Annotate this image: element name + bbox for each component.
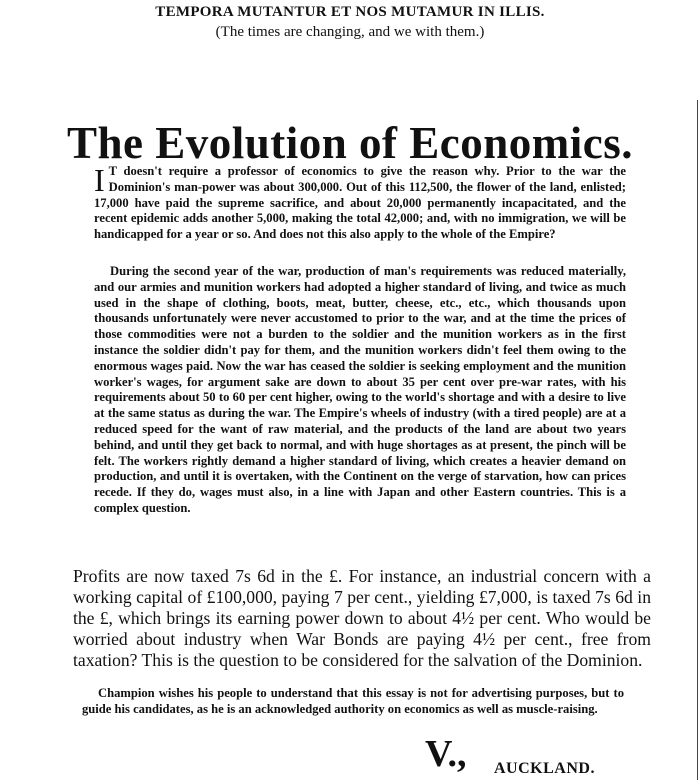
paragraph-profits-tax: Profits are now taxed 7s 6d in the £. For instance, an industrial concern with a working capital of £100,000, paying 7 per cent., yielding £7,000, is taxed 7s 6d in the £, which brings its earning power down to about 4½ per cent. Who would be worried about industry when War Bonds are paying 4½ per cent., free from taxation? This is the question to be considered for the salvation of the Dominion. [73, 566, 651, 670]
paragraph-intro-text: T doesn't require a professor of economics to give the reason why. Prior to the war the Dominion's man-power was about 300,000. Out of this 112,500, the flower of the land, enlisted; 17,000 have paid the supreme sacrifice, and about 20,000 permanently incapacitated, and the recent epidemic adds another 5,000, making the total 42,000; and, with no immigration, we will be handicapped for a year or so. And does not this also apply to the whole of the Empire? [94, 164, 626, 242]
signature-place: AUCKLAND. [494, 760, 595, 777]
paragraph-intro [94, 164, 626, 243]
drop-cap: I [94, 162, 105, 198]
motto-english: (The times are changing, and we with them.) [215, 24, 485, 40]
motto-latin: TEMPORA MUTANTUR ET NOS MUTAMUR IN ILLIS. [155, 4, 545, 20]
signature-initial: V., [425, 733, 467, 775]
paragraph-disclaimer: Champion wishes his people to understand that this essay is not for advertising purposes, but to guide his candidates, as he is an acknowledged authority on economics as well as muscle-raising. [82, 686, 624, 716]
page-edge-rule [697, 100, 698, 780]
paragraph-war-production: During the second year of the war, production of man's requirements was reduced materially, and our armies and munition workers had adopted a higher standard of living, and twice as much used in the shape of clothing, boots, meat, butter, cheese, etc., etc., which thousands upon thousands unfortunately were never accustomed to prior to the war, and at the time the prices of those commodities were not a burden to the soldier and the munition workers as in the first instance the soldier didn't pay for them, and the munition workers didn't feel them owing to the enormous wages paid. Now the war has ceased the soldier is seeking employment and the munition worker's wages, for argument sake are down to about 35 per cent over pre-war rates, with his requirements about 50 to 60 per cent higher, owing to the world's shortage and with a desire to live at the same status as during the war. The Empire's wheels of industry (with a tired people) are at a reduced speed for the want of raw material, and the products of the land are about two years behind, and until they get back to normal, and with huge shortages as at present, the pinch will be felt. The workers rightly demand a higher standard of living, which creates a heavier demand on production, and until it is overtaken, with the Continent on the verge of starvation, how can prices recede. If they do, wages must also, in a line with Japan and other Eastern countries. This is a complex question. [94, 264, 626, 515]
article-title: The Evolution of Economics. [66, 118, 634, 169]
